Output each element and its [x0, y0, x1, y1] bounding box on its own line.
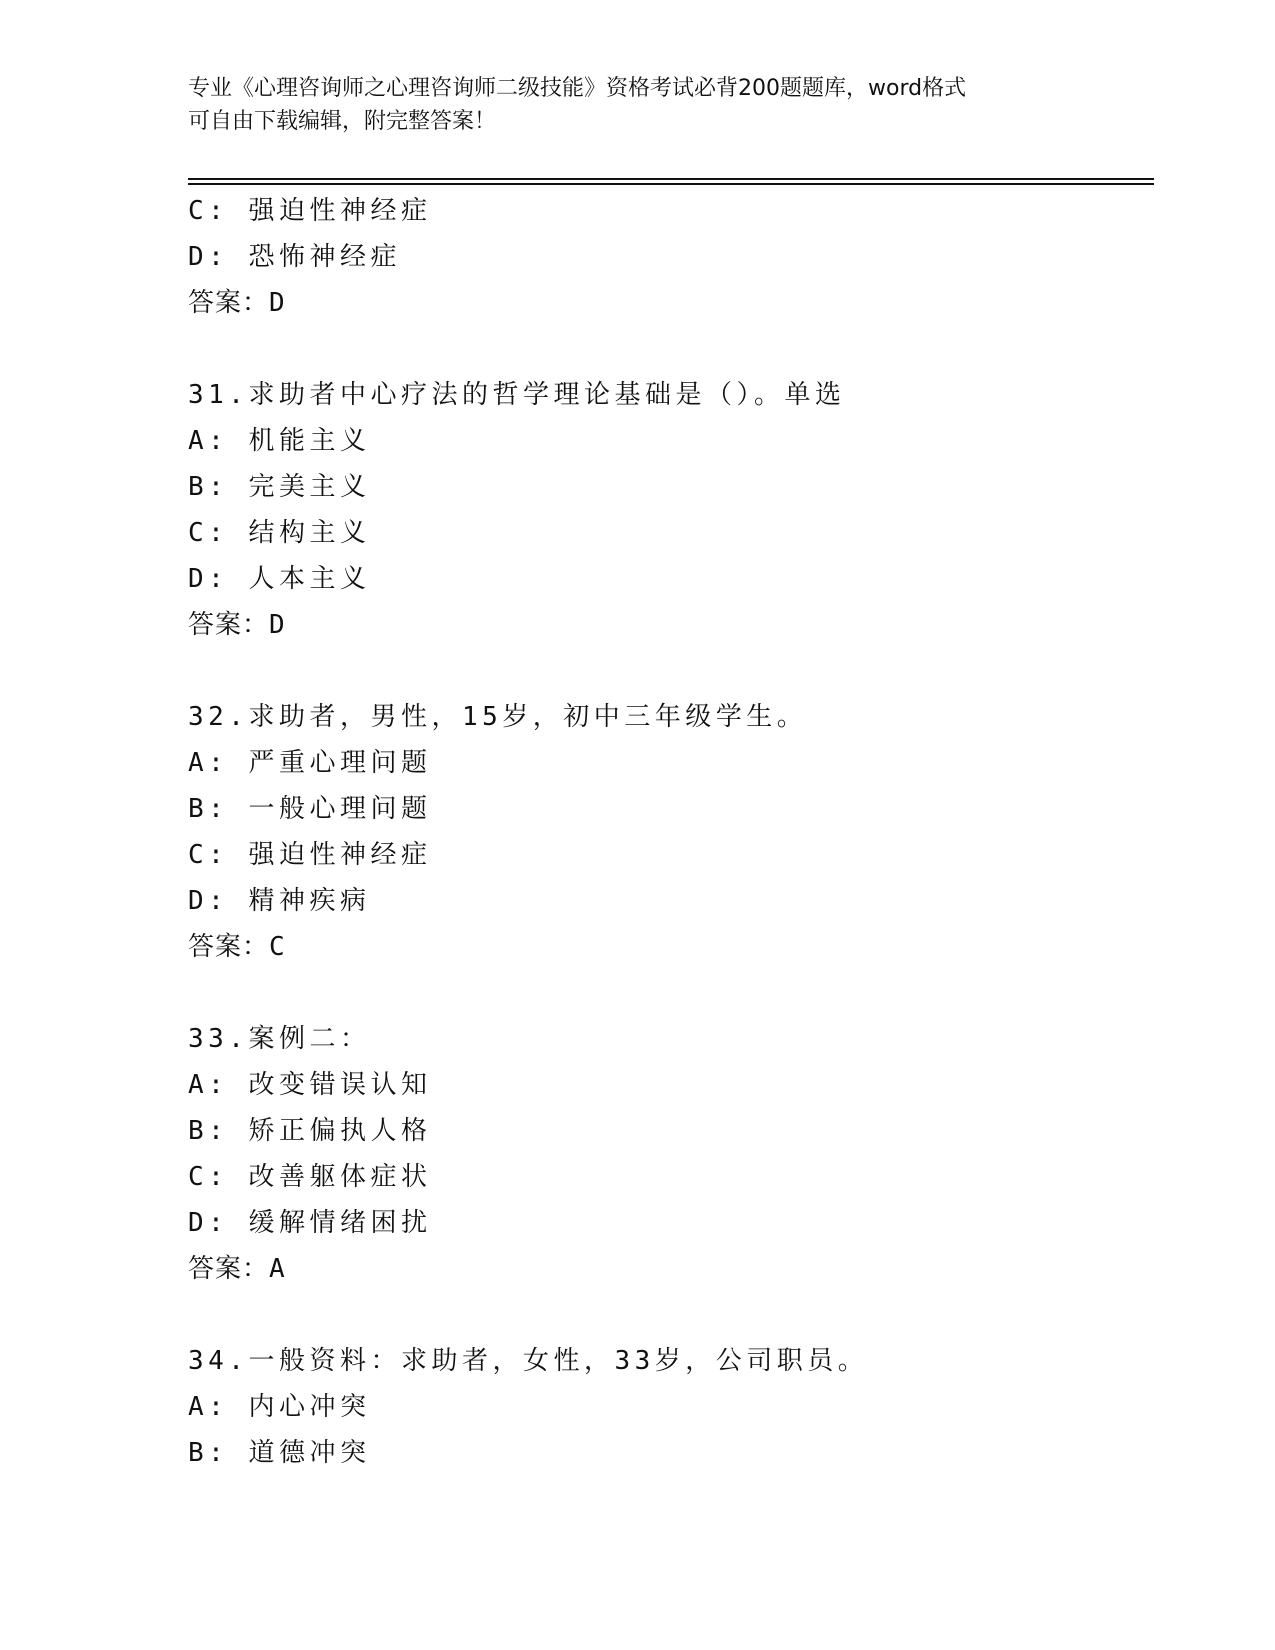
spacer [188, 970, 1138, 1016]
option-c [188, 188, 1138, 234]
answer-line [188, 602, 1138, 648]
option-label: C: [188, 840, 229, 870]
option-d [188, 234, 1138, 280]
option-text: 道德冲突 [248, 1438, 371, 1468]
document-header [188, 72, 1088, 138]
option-c [188, 510, 1138, 556]
question-stem: 32.求助者，男性，15岁，初中三年级学生。 [188, 702, 808, 732]
spacer [188, 326, 1138, 372]
question-33 [188, 1016, 1138, 1292]
option-b [188, 1108, 1138, 1154]
prev-question-block [188, 188, 1138, 326]
option-label: A: [188, 748, 229, 778]
header-title-line-1: 专业《心理咨询师之心理咨询师二级技能》资格考试必背200题题库，word格式 [188, 76, 967, 101]
option-text: 内心冲突 [248, 1392, 371, 1422]
answer-value: C [269, 932, 286, 962]
option-d [188, 556, 1138, 602]
option-a [188, 740, 1138, 786]
answer-value: D [269, 610, 286, 640]
option-label: C: [188, 518, 229, 548]
option-text: 严重心理问题 [248, 748, 432, 778]
option-label: D: [188, 886, 229, 916]
option-text: 改善躯体症状 [248, 1162, 432, 1192]
answer-line [188, 1246, 1138, 1292]
option-text: 强迫性神经症 [248, 840, 432, 870]
option-label: C: [188, 196, 229, 226]
answer-value: D [269, 288, 286, 318]
option-text: 矫正偏执人格 [248, 1116, 432, 1146]
spacer [188, 648, 1138, 694]
option-text: 完美主义 [248, 472, 371, 502]
answer-label: 答案： [188, 1254, 270, 1284]
answer-label: 答案： [188, 932, 270, 962]
option-a [188, 1384, 1138, 1430]
question-stem: 31.求助者中心疗法的哲学理论基础是（）。单选 [188, 380, 846, 410]
header-divider-bottom [188, 183, 1154, 185]
option-a [188, 418, 1138, 464]
answer-value: A [269, 1254, 286, 1284]
question-list [188, 188, 1138, 1476]
header-title-line-2: 可自由下载编辑，附完整答案！ [188, 109, 497, 134]
question-31 [188, 372, 1138, 648]
option-label: A: [188, 1392, 229, 1422]
option-text: 一般心理问题 [248, 794, 432, 824]
option-text: 结构主义 [248, 518, 371, 548]
question-34 [188, 1338, 1138, 1476]
option-label: A: [188, 1070, 229, 1100]
option-text: 人本主义 [248, 564, 371, 594]
question-32 [188, 694, 1138, 970]
option-text: 改变错误认知 [248, 1070, 432, 1100]
answer-label: 答案： [188, 610, 270, 640]
option-label: D: [188, 564, 229, 594]
option-b [188, 1430, 1138, 1476]
answer-label: 答案： [188, 288, 270, 318]
spacer [188, 1292, 1138, 1338]
answer-line [188, 280, 1138, 326]
option-b [188, 464, 1138, 510]
option-label: B: [188, 472, 229, 502]
option-label: D: [188, 1208, 229, 1238]
option-text: 强迫性神经症 [248, 196, 432, 226]
option-c [188, 832, 1138, 878]
answer-line [188, 924, 1138, 970]
option-text: 恐怖神经症 [248, 242, 401, 272]
question-stem: 33.案例二： [188, 1024, 371, 1054]
option-label: B: [188, 794, 229, 824]
option-d [188, 878, 1138, 924]
option-text: 精神疾病 [248, 886, 371, 916]
option-label: D: [188, 242, 229, 272]
option-label: C: [188, 1162, 229, 1192]
option-label: A: [188, 426, 229, 456]
option-text: 缓解情绪困扰 [248, 1208, 432, 1238]
option-text: 机能主义 [248, 426, 371, 456]
option-a [188, 1062, 1138, 1108]
option-d [188, 1200, 1138, 1246]
header-divider-top [188, 178, 1154, 180]
option-c [188, 1154, 1138, 1200]
option-b [188, 786, 1138, 832]
option-label: B: [188, 1116, 229, 1146]
option-label: B: [188, 1438, 229, 1468]
question-stem: 34.一般资料：求助者，女性，33岁，公司职员。 [188, 1346, 869, 1376]
